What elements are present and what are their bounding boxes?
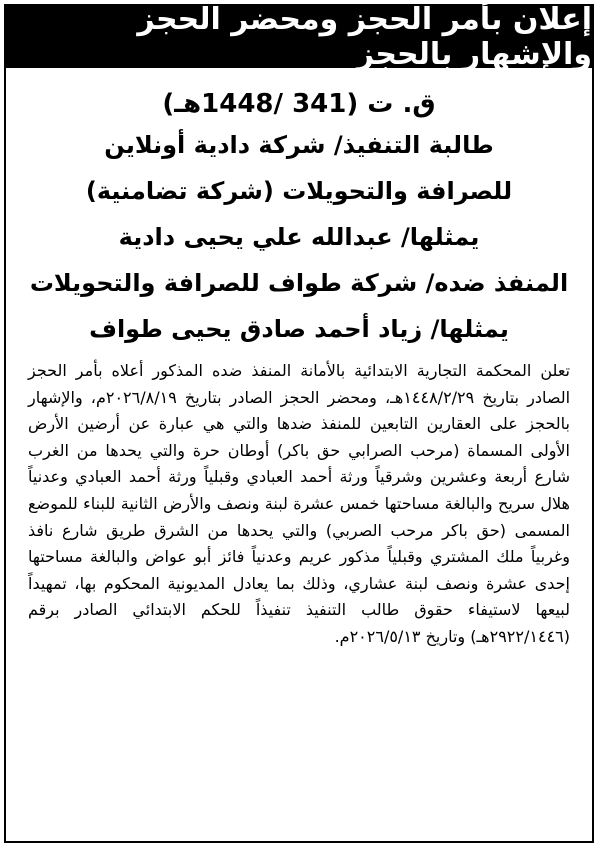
parties-block: [6, 122, 592, 352]
party-line: المنفذ ضده/ شركة طواف للصرافة والتحويلات: [29, 269, 569, 297]
party-line: يمثلها/ زياد أحمد صادق يحيى طواف: [89, 315, 509, 343]
notice-body: تعلن المحكمة التجارية الابتدائية بالأمانة المنفذ ضده المذكور أعلاه بأمر الحجز الصادر بتاريخ ١٤٤٨/٢/٢٩هـ، ومحضر الحجز الصادر بتاريخ ٢٠٢٦/٨/١٩م، والإشهار بالحجز على العقارين التابعين للمنفذ ضدها والتي هي عبارة عن أرضين الأرض الأولى المسماة (مرحب الصرابي حق باكر) أوطان حرة والتي يحدها من الغرب شارع أربعة وعشرين وشرقياً ورثة أحمد العبادي وقبلياً ورثة أحمد العبادي وعدنياً هلال سريح والبالغة مساحتها خمس عشرة لبنة ونصف والأرض الثانية للبناء للموضع المسمى (حق باكر مرحب الصربي) والتي يحدها من الشرق طريق شارع نافذ وغربياً ملك المشتري وقبلياً مذكور عريم وعدنياً فائز أبو عواض والبالغة مساحتها إحدى عشرة ونصف لبنة عشاري، وذلك بما يعادل المديونية المحكوم بها، تمهيداً لبيعها لاستيفاء حقوق طالب التنفيذ تنفيذاً للحكم الابتدائي الصادر برقم (٢٩٢٢/١٤٤٦هـ) وتاريخ ٢٠٢٦/٥/١٣م.: [28, 361, 571, 646]
notice-title: إعلان بأمر الحجز ومحضر الحجز والإشهار بالحجز: [137, 2, 592, 72]
party-line: يمثلها/ عبدالله علي يحيى دادية: [118, 223, 480, 251]
party-line: للصرافة والتحويلات (شركة تضامنية): [85, 177, 513, 205]
notice-header: [6, 2, 592, 72]
notice-box: [4, 4, 594, 843]
case-number: ق. ت (341 /1448هـ): [162, 89, 436, 119]
party-line: طالبة التنفيذ/ شركة دادية أونلاين: [104, 131, 494, 159]
